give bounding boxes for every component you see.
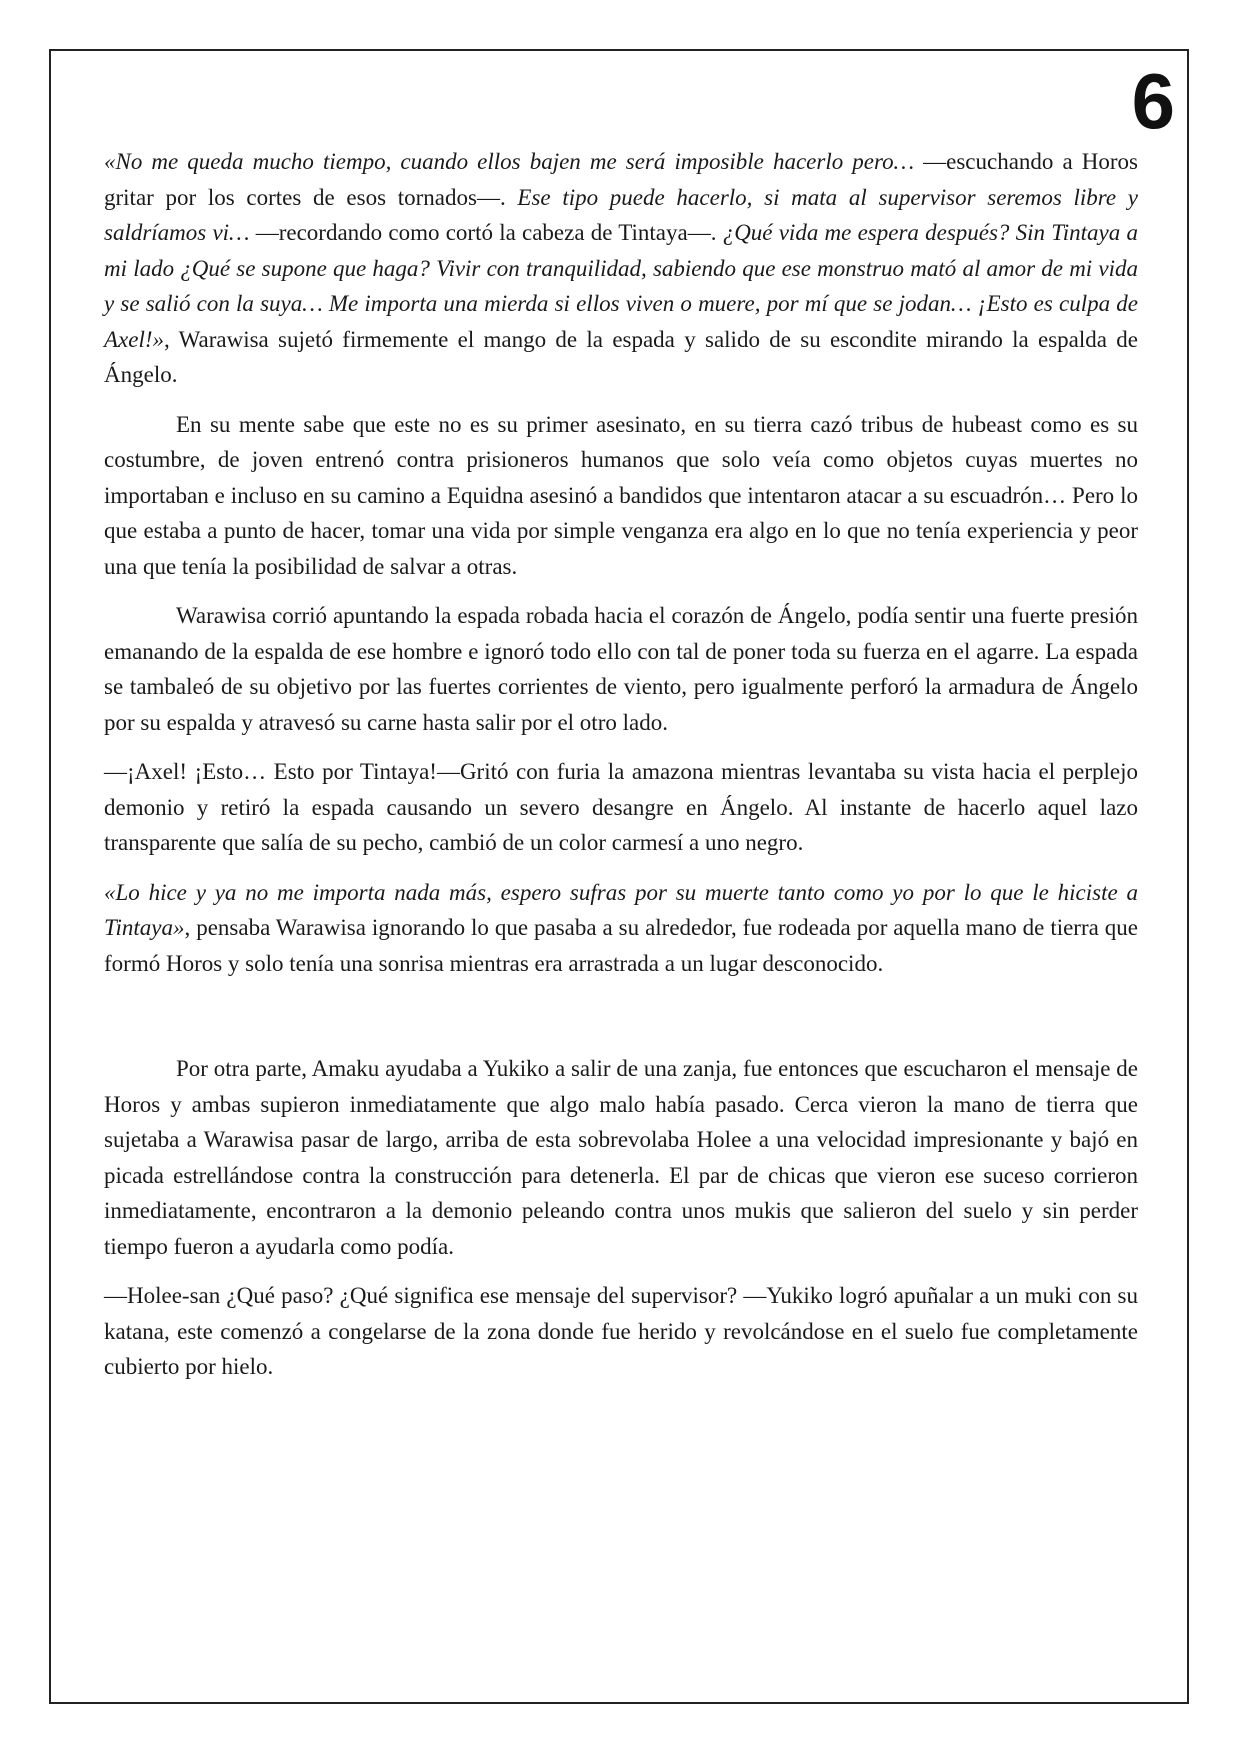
dialogue-text: —¡Axel! ¡Esto… Esto por Tintaya!—Gritó con furia la amazona mientras levantaba su vista hacia el perplejo demonio y retiró la espada causando un severo desangre en Ángelo. Al instante de hacerlo aquel lazo transparente que salía de su pecho, cambió de un color carmesí a uno negro. (104, 759, 1138, 855)
paragraph-4 (104, 754, 1138, 861)
page-body (104, 144, 1138, 1399)
inner-thought-text: Ese tipo puede hacerlo, si mata al supervisor seremos libre y saldríamos vi… (104, 184, 1138, 245)
narration-text: , pensaba Warawisa ignorando lo que pasaba a su alrededor, fue rodeada por aquella mano de tierra que formó Horos y solo tenía una sonrisa mientras era arrastrada a un lugar desconocido. (104, 915, 1138, 976)
dialogue-text: —Holee-san ¿Qué paso? ¿Qué significa ese mensaje del supervisor? —Yukiko logró apuñalar a un muki con su katana, este comenzó a congelarse de la zona donde fue herido y revolcándose en el suelo fue completamente cubierto por hielo. (104, 1283, 1138, 1379)
narration-text: Warawisa corrió apuntando la espada robada hacia el corazón de Ángelo, podía sentir una fuerte presión emanando de la espalda de ese hombre e ignoró todo ello con tal de poner toda su fuerza en el agarre. La espada se tambaleó de su objetivo por las fuertes corrientes de viento, pero igualmente perforó la armadura de Ángelo por su espalda y atravesó su carne hasta salir por el otro lado. (104, 603, 1138, 735)
narration-text: Por otra parte, Amaku ayudaba a Yukiko a salir de una zanja, fue entonces que escucharon el mensaje de Horos y ambas supieron inmediatamente que algo malo había pasado. Cerca vieron la mano de tierra que sujetaba a Warawisa pasar de largo, arriba de esta sobrevolaba Holee a una velocidad impresionante y bajó en picada estrellándose contra la construcción para detenerla. El par de chicas que vieron ese suceso corrieron inmediatamente, encontraron a la demonio peleando contra unos mukis que salieron del suelo y sin perder tiempo fueron a ayudarla como podía. (104, 1056, 1138, 1259)
inner-thought-text: «No me queda mucho tiempo, cuando ellos bajen me será imposible hacerlo pero… (104, 149, 924, 174)
narration-text: En su mente sabe que este no es su primer asesinato, en su tierra cazó tribus de hubeast como es su costumbre, de joven entrenó contra prisioneros humanos que solo veía como objetos cuyas muertes no importaban e incluso en su camino a Equidna asesinó a bandidos que intentaron atacar a su escuadrón… Pero lo que estaba a punto de hacer, tomar una vida por simple venganza era algo en lo que no tenía experiencia y peor una que tenía la posibilidad de salvar a otras. (104, 411, 1138, 579)
narration-text: —recordando como cortó la cabeza de Tintaya—. (255, 220, 723, 245)
paragraph-3 (104, 598, 1138, 740)
page-number: 6 (1131, 57, 1175, 145)
paragraph-1 (104, 144, 1138, 393)
paragraph-7 (104, 1278, 1138, 1385)
paragraph-2 (104, 407, 1138, 585)
narration-text: , Warawisa sujetó firmemente el mango de la espada y salido de su escondite mirando la espalda de Ángelo. (104, 326, 1138, 387)
inner-thought-text: ¿Qué vida me espera después? Sin Tintaya a mi lado ¿Qué se supone que haga? Vivir con tranquilidad, sabiendo que ese monstruo mató al amor de mi vida y se salió con la suya… Me importa una mierda si ellos viven o muere, por mí que se jodan… ¡Esto es culpa de Axel!» (104, 220, 1138, 352)
inner-thought-text: «Lo hice y ya no me importa nada más, espero sufras por su muerte tanto como yo por lo que le hiciste a Tintaya» (104, 879, 1138, 940)
paragraph-5 (104, 875, 1138, 982)
narration-text: —escuchando a Horos gritar por los cortes de esos tornados—. (104, 149, 1138, 210)
paragraph-6 (104, 1051, 1138, 1264)
